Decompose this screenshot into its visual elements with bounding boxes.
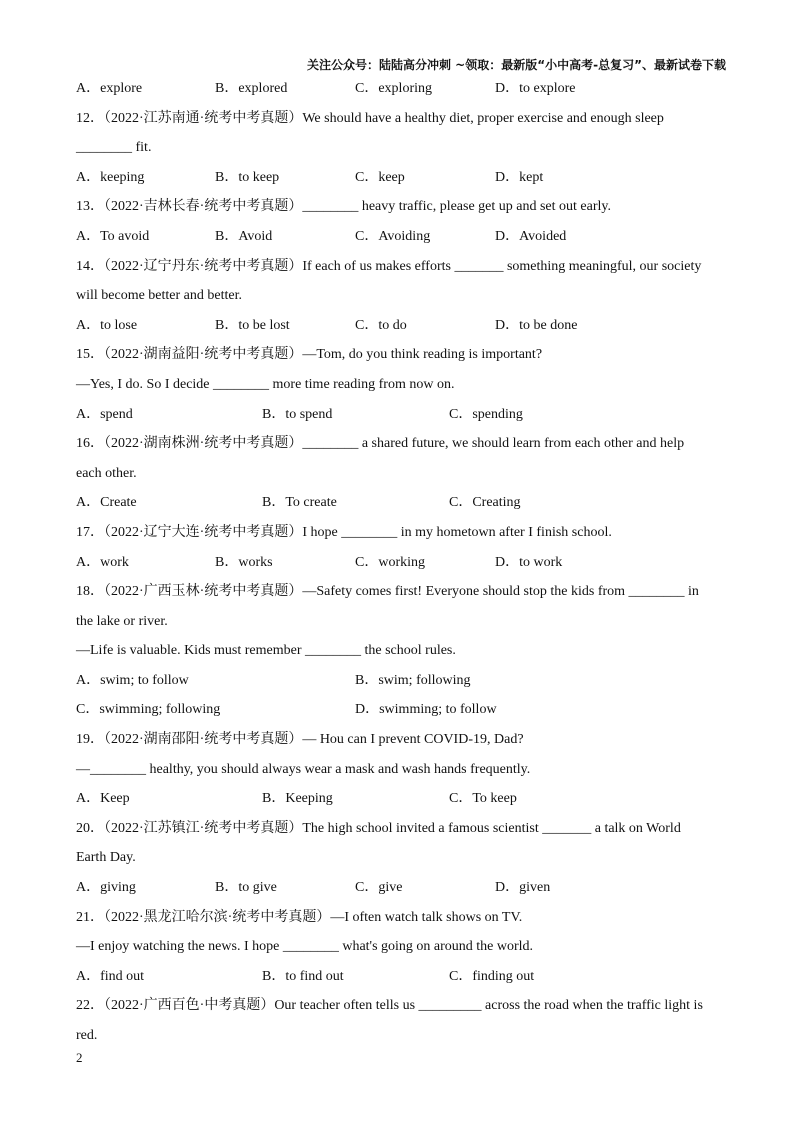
answer-option: A．spend <box>76 406 133 422</box>
answer-option: C．spending <box>449 406 523 422</box>
question-text: Earth Day. <box>76 850 136 866</box>
answer-option: B．To create <box>262 495 337 511</box>
answer-option: C．give <box>355 880 403 896</box>
answer-option: C．to do <box>355 317 407 333</box>
option-row <box>76 74 726 104</box>
answer-option: A．keeping <box>76 169 145 185</box>
question-text: —I enjoy watching the news. I hope ________ what's going on around the world. <box>76 939 534 955</box>
option-row <box>76 488 726 518</box>
question-block <box>76 991 726 1050</box>
question-text: 20．（2022·江苏镇江·统考中考真题）The high school invited a famous scientist _______ a talk on World <box>76 820 681 836</box>
question-text: —Yes, I do. So I decide ________ more time reading from now on. <box>76 376 455 392</box>
option-row <box>76 666 726 696</box>
question-text: —Life is valuable. Kids must remember ________ the school rules. <box>76 643 456 659</box>
question-block <box>76 814 726 903</box>
answer-option: C．keep <box>355 169 405 185</box>
option-row <box>76 873 726 903</box>
answer-option: D．given <box>495 880 551 896</box>
option-row <box>76 962 726 992</box>
option-row <box>76 311 726 341</box>
answer-option: C．working <box>355 554 425 570</box>
answer-option: C．finding out <box>449 968 535 984</box>
question-text: 13．（2022·吉林长春·统考中考真题）________ heavy traffic, please get up and set out early. <box>76 199 612 215</box>
answer-option: C．swimming; following <box>76 702 221 718</box>
answer-option: C．exploring <box>355 81 432 96</box>
answer-option: B．explored <box>215 81 288 96</box>
question-text: 22．（2022·广西百色·中考真题）Our teacher often tells us _________ across the road when the traffic light is <box>76 998 703 1014</box>
option-row <box>76 163 726 193</box>
question-block <box>76 429 726 518</box>
question-block <box>76 192 726 251</box>
answer-option: B．Avoid <box>215 228 273 244</box>
answer-option: A．to lose <box>76 317 138 333</box>
option-row <box>76 695 726 725</box>
answer-option: B．works <box>215 554 273 570</box>
answer-option: A．explore <box>76 81 143 96</box>
question-text: red. <box>76 1028 98 1043</box>
option-row <box>76 222 726 252</box>
answer-option: A．Create <box>76 495 137 511</box>
answer-option: A．swim; to follow <box>76 672 189 688</box>
answer-option: C．Creating <box>449 495 521 511</box>
answer-option: B．swim; following <box>355 672 471 688</box>
answer-option: B．to be lost <box>215 317 290 333</box>
question-text: 15．（2022·湖南益阳·统考中考真题）—Tom, do you think reading is important? <box>76 347 543 363</box>
answer-option: D．swimming; to follow <box>355 702 497 718</box>
answer-option: A．find out <box>76 968 145 984</box>
question-block <box>76 903 726 992</box>
question-text: 19．（2022·湖南邵阳·统考中考真题）— Hou can I prevent COVID-19, Dad? <box>76 732 524 748</box>
page-number: 2 <box>76 1050 83 1065</box>
question-text: 14．（2022·辽宁丹东·统考中考真题）If each of us makes efforts _______ something meaningful, our society <box>76 258 702 274</box>
question-text: 16．（2022·湖南株洲·统考中考真题）________ a shared future, we should learn from each other and help <box>76 436 685 452</box>
option-row <box>76 548 726 578</box>
answer-option: D．to be done <box>495 317 578 333</box>
question-text: 12．（2022·江苏南通·统考中考真题）We should have a healthy diet, proper exercise and enough sleep <box>76 110 664 126</box>
answer-option: D．Avoided <box>495 228 567 244</box>
answer-option: D．to explore <box>495 81 576 96</box>
answer-option: C．Avoiding <box>355 228 431 244</box>
answer-option: A．giving <box>76 880 136 896</box>
question-text: 17．（2022·辽宁大连·统考中考真题）I hope ________ in my hometown after I finish school. <box>76 524 612 540</box>
answer-option: A．work <box>76 554 129 570</box>
question-block <box>76 104 726 193</box>
question-block <box>76 725 726 814</box>
answer-option: D．to work <box>495 554 563 570</box>
answer-option: B．to keep <box>215 169 280 185</box>
answer-option: B．to find out <box>262 968 344 984</box>
question-block <box>76 252 726 341</box>
page-header-banner: 关注公众号：陆陆高分冲刺 ~领取：最新版“小中高考-总复习”、最新试卷下载 <box>307 58 726 72</box>
question-block <box>76 518 726 577</box>
answer-option: D．kept <box>495 169 544 185</box>
question-text: will become better and better. <box>76 288 242 304</box>
answer-option: B．to give <box>215 880 277 896</box>
exam-content <box>76 74 726 1051</box>
option-row <box>76 400 726 430</box>
question-text: 21．（2022·黑龙江哈尔滨·统考中考真题）—I often watch talk shows on TV. <box>76 909 523 925</box>
question-text: each other. <box>76 465 137 481</box>
question-text: 18．（2022·广西玉林·统考中考真题）—Safety comes first! Everyone should stop the kids from ________ in <box>76 584 699 600</box>
question-text: —________ healthy, you should always wear a mask and wash hands frequently. <box>76 761 531 777</box>
answer-option: C．To keep <box>449 791 517 807</box>
answer-option: A．To avoid <box>76 228 150 244</box>
question-text: ________ fit. <box>76 140 152 156</box>
answer-option: B．Keeping <box>262 791 333 807</box>
option-row <box>76 784 726 814</box>
answer-option: A．Keep <box>76 791 130 807</box>
question-block <box>76 340 726 429</box>
answer-option: B．to spend <box>262 406 333 422</box>
question-block <box>76 577 726 725</box>
question-text: the lake or river. <box>76 613 168 629</box>
